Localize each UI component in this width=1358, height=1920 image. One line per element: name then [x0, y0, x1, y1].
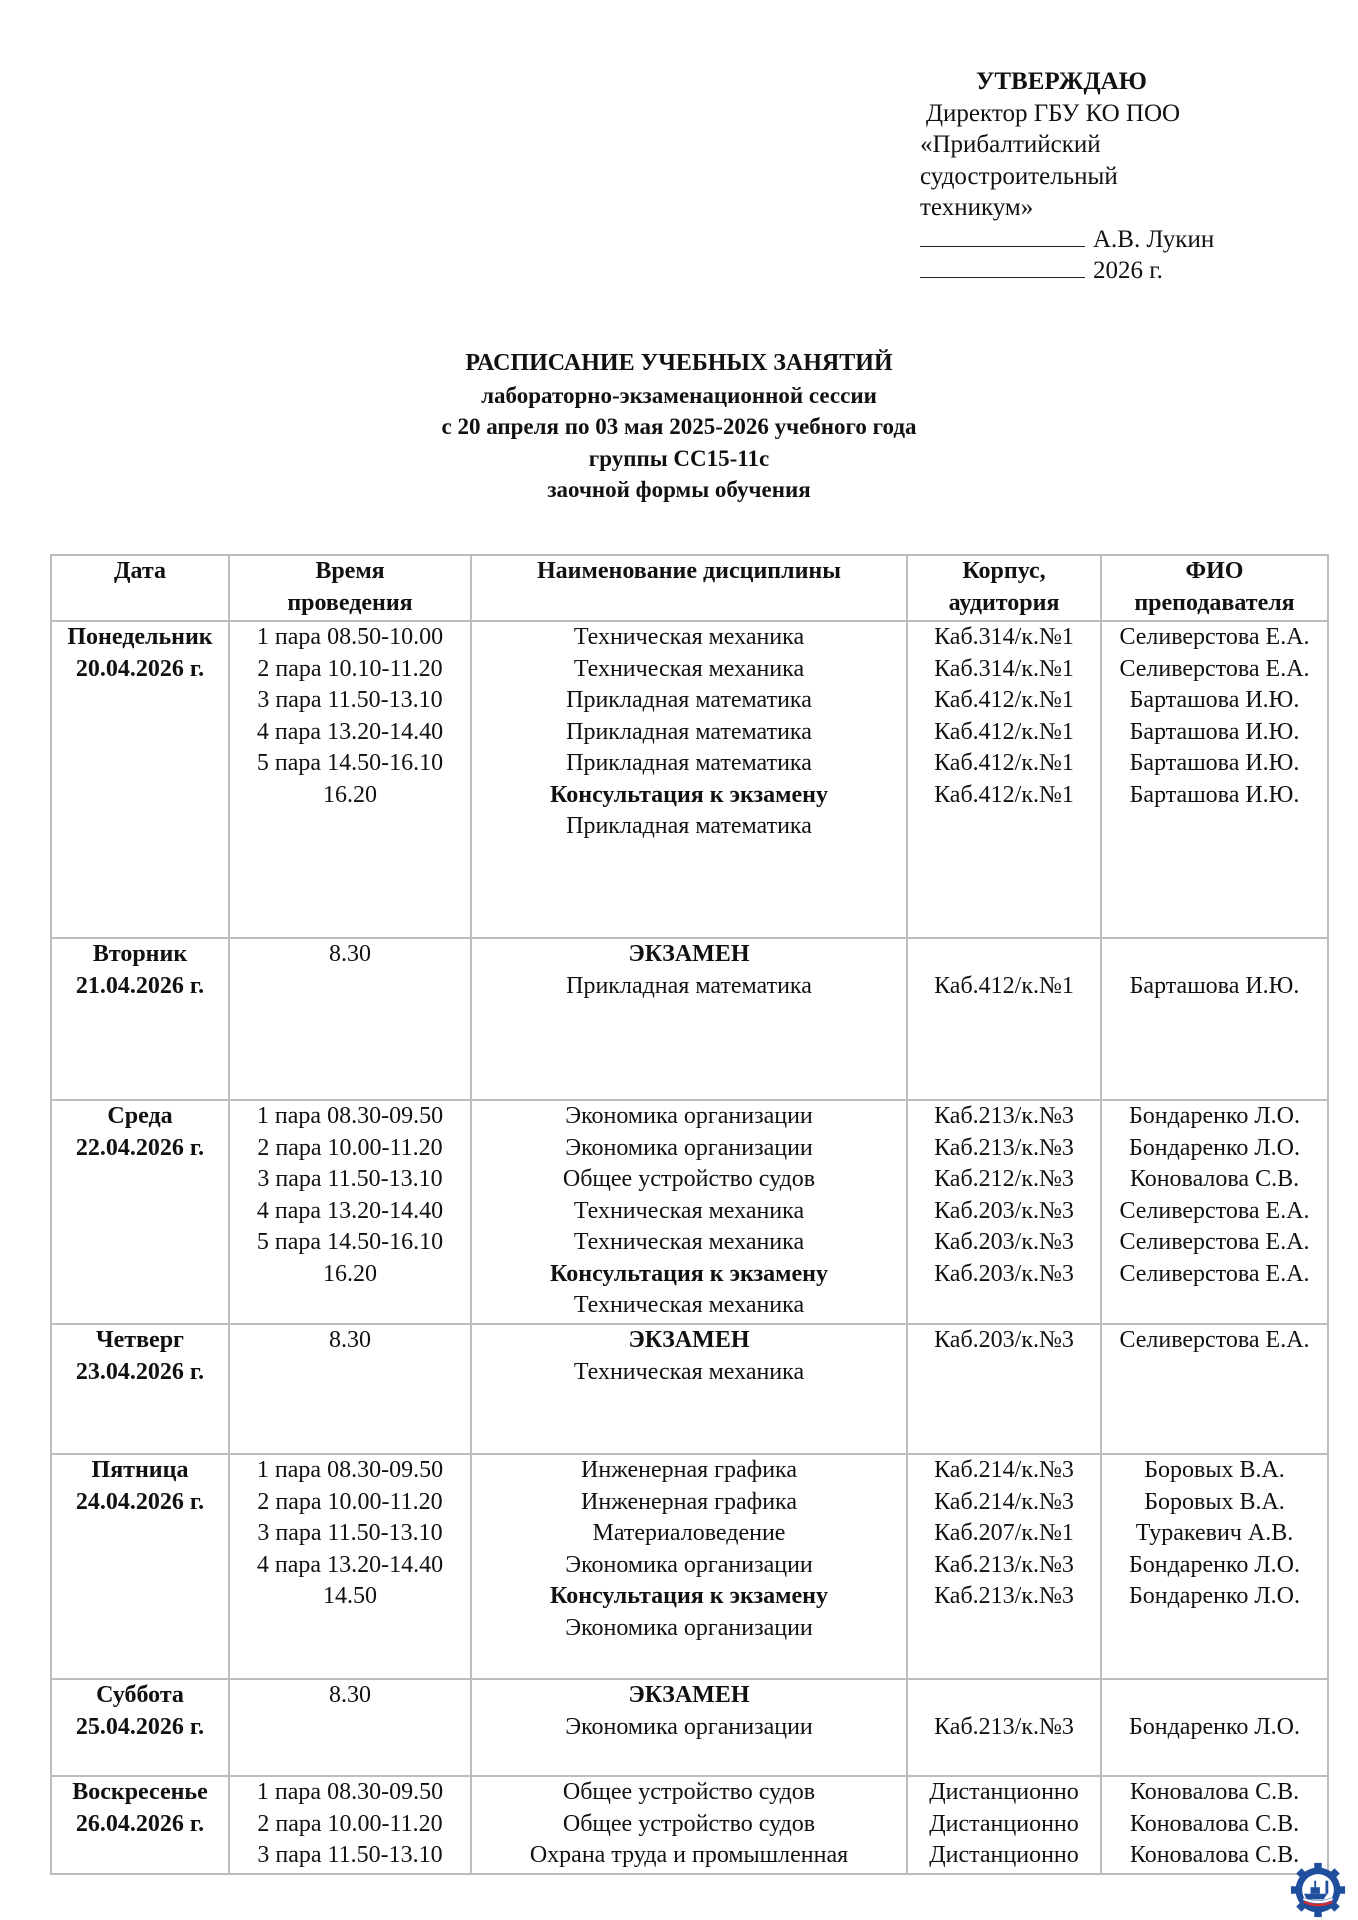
room-label: Каб.412/к.№1	[934, 781, 1074, 808]
time-slot: 5 пара 14.50-16.10	[256, 750, 444, 776]
room-label: Каб.203/к.№3	[934, 1229, 1074, 1255]
time-slot: 2 пара 10.00-11.20	[257, 1134, 443, 1161]
subject-cell	[471, 1679, 907, 1776]
subject-name: Экономика организации	[565, 1551, 813, 1578]
subject-name: Общее устройство судов	[562, 1166, 816, 1192]
header-teacher: ФИО преподавателя	[1101, 555, 1328, 621]
subject-name: Инженерная графика	[581, 1488, 797, 1515]
empty-line	[1104, 1680, 1325, 1712]
subject-cell	[471, 621, 907, 938]
teacher-name: Селиверстова Е.А.	[1119, 1229, 1310, 1255]
date-cell	[51, 1100, 229, 1324]
room-label: Каб.212/к.№3	[934, 1166, 1074, 1192]
subject-name: Прикладная математика	[566, 972, 812, 999]
subject-name: ЭКЗАМЕН	[628, 941, 750, 967]
subject-name: ЭКЗАМЕН	[628, 1327, 750, 1353]
title-session: лабораторно-экзаменационной сессии	[481, 382, 877, 408]
subject-name: Инженерная графика	[581, 1457, 797, 1483]
subject-name: Прикладная математика	[566, 718, 812, 745]
signer-name: А.В. Лукин	[1093, 225, 1215, 253]
subject-cell	[471, 1100, 907, 1324]
room-cell	[907, 1776, 1101, 1874]
date-label: 25.04.2026 г.	[75, 1713, 205, 1740]
subject-name: Консультация к экзамену	[550, 781, 828, 808]
date-blank	[920, 255, 1085, 278]
time-slot: 1 пара 08.30-09.50	[256, 1103, 444, 1129]
approval-heading: УТВЕРЖДАЮ	[976, 68, 1147, 95]
subject-name: Общее устройство судов	[562, 1810, 816, 1837]
signature-line	[920, 224, 1340, 256]
teacher-name: Боровых В.А.	[1144, 1488, 1285, 1515]
teacher-cell	[1101, 621, 1328, 938]
time-cell	[229, 1776, 471, 1874]
subject-name: Экономика организации	[565, 1103, 813, 1129]
room-cell	[907, 1324, 1101, 1454]
subject-name: Прикладная математика	[566, 813, 812, 839]
subject-name: Консультация к экзамену	[550, 1583, 828, 1609]
date-line	[920, 255, 1340, 287]
header-time: Время проведения	[229, 555, 471, 621]
room-label: Дистанционно	[929, 1779, 1079, 1805]
document-title	[0, 348, 1358, 506]
subject-cell	[471, 1454, 907, 1679]
date-cell	[51, 1454, 229, 1679]
approval-line: судостроительный	[920, 162, 1118, 190]
subject-name: Материаловедение	[592, 1520, 786, 1546]
header-date: Дата	[51, 555, 229, 621]
table-row	[51, 1679, 1328, 1776]
subject-name: Экономика организации	[565, 1614, 813, 1641]
teacher-name: Барташова И.Ю.	[1129, 781, 1300, 808]
teacher-name: Барташова И.Ю.	[1129, 972, 1300, 999]
room-cell	[907, 621, 1101, 938]
empty-line	[1104, 939, 1325, 971]
room-label: Дистанционно	[929, 1810, 1079, 1837]
room-label: Дистанционно	[929, 1842, 1079, 1868]
time-cell	[229, 1100, 471, 1324]
date-cell	[51, 1679, 229, 1776]
room-label: Каб.203/к.№3	[934, 1327, 1074, 1353]
room-cell	[907, 1100, 1101, 1324]
subject-name: Техническая механика	[573, 1358, 805, 1385]
time-slot: 8.30	[329, 1327, 371, 1353]
room-label: Каб.203/к.№3	[934, 1197, 1074, 1224]
room-label: Каб.213/к.№3	[934, 1134, 1074, 1161]
time-slot: 16.20	[323, 781, 377, 808]
time-slot: 8.30	[329, 1682, 371, 1708]
college-logo-icon	[1290, 1862, 1346, 1918]
room-cell	[907, 938, 1101, 1100]
time-slot: 1 пара 08.50-10.00	[256, 624, 444, 650]
subject-cell	[471, 1776, 907, 1874]
teacher-cell	[1101, 1776, 1328, 1874]
room-label: Каб.213/к.№3	[934, 1103, 1074, 1129]
date-cell	[51, 1324, 229, 1454]
signature-blank	[920, 224, 1085, 247]
title-period: с 20 апреля по 03 мая 2025-2026 учебного года	[441, 414, 917, 439]
subject-name: Техническая механика	[573, 655, 805, 682]
room-label: Каб.213/к.№3	[934, 1551, 1074, 1578]
teacher-cell	[1101, 1454, 1328, 1679]
teacher-name: Бондаренко Л.О.	[1128, 1713, 1301, 1740]
subject-name: Экономика организации	[565, 1713, 813, 1740]
weekday-label: Пятница	[91, 1457, 189, 1483]
weekday-label: Понедельник	[67, 624, 213, 650]
subject-cell	[471, 938, 907, 1100]
subject-name: Консультация к экзамену	[550, 1260, 828, 1287]
time-cell	[229, 621, 471, 938]
date-label: 24.04.2026 г.	[75, 1488, 205, 1515]
schedule-table	[50, 554, 1329, 1875]
date-cell	[51, 938, 229, 1100]
room-label: Каб.412/к.№1	[934, 750, 1074, 776]
table-header-row	[51, 555, 1328, 621]
time-slot: 3 пара 11.50-13.10	[257, 1842, 443, 1868]
approval-year: 2026 г.	[1093, 257, 1163, 284]
time-slot: 4 пара 13.20-14.40	[256, 1197, 444, 1224]
date-label: 21.04.2026 г.	[75, 972, 205, 999]
teacher-cell	[1101, 1679, 1328, 1776]
subject-name: Прикладная математика	[566, 687, 812, 713]
teacher-cell	[1101, 938, 1328, 1100]
time-slot: 2 пара 10.00-11.20	[257, 1488, 443, 1515]
room-label: Каб.314/к.№1	[934, 624, 1074, 650]
table-row	[51, 1454, 1328, 1679]
time-slot: 3 пара 11.50-13.10	[257, 1166, 443, 1192]
teacher-name: Коновалова С.В.	[1129, 1166, 1300, 1192]
weekday-label: Вторник	[92, 941, 188, 967]
teacher-name: Селиверстова Е.А.	[1119, 1327, 1310, 1353]
empty-line	[910, 1680, 1098, 1712]
time-slot: 4 пара 13.20-14.40	[256, 718, 444, 745]
subject-name: Охрана труда и промышленная	[529, 1842, 849, 1868]
date-label: 23.04.2026 г.	[75, 1358, 205, 1385]
teacher-name: Коновалова С.В.	[1129, 1779, 1300, 1805]
teacher-name: Бондаренко Л.О.	[1128, 1103, 1301, 1129]
empty-line	[910, 939, 1098, 971]
weekday-label: Четверг	[96, 1327, 184, 1353]
room-label: Каб.314/к.№1	[934, 655, 1074, 682]
weekday-label: Среда	[107, 1103, 173, 1129]
approval-block	[920, 66, 1340, 287]
teacher-name: Бондаренко Л.О.	[1128, 1551, 1301, 1578]
time-cell	[229, 1324, 471, 1454]
teacher-name: Коновалова С.В.	[1129, 1842, 1300, 1868]
table-row	[51, 938, 1328, 1100]
approval-line: «Прибалтийский	[920, 131, 1101, 158]
date-label: 20.04.2026 г.	[75, 655, 205, 682]
time-slot: 16.20	[323, 1260, 377, 1287]
title-main: РАСПИСАНИЕ УЧЕБНЫХ ЗАНЯТИЙ	[465, 350, 893, 376]
table-row	[51, 1324, 1328, 1454]
weekday-label: Воскресенье	[72, 1779, 208, 1805]
time-slot: 3 пара 11.50-13.10	[257, 1520, 443, 1546]
date-cell	[51, 621, 229, 938]
date-cell	[51, 1776, 229, 1874]
room-label: Каб.412/к.№1	[934, 687, 1074, 713]
room-label: Каб.207/к.№1	[934, 1520, 1074, 1546]
header-room: Корпус, аудитория	[907, 555, 1101, 621]
approval-line: Директор ГБУ КО ПОО	[926, 99, 1181, 127]
room-label: Каб.203/к.№3	[934, 1260, 1074, 1287]
room-cell	[907, 1679, 1101, 1776]
teacher-name: Барташова И.Ю.	[1129, 718, 1300, 745]
room-label: Каб.213/к.№3	[934, 1713, 1074, 1740]
time-slot: 1 пара 08.30-09.50	[256, 1457, 444, 1483]
subject-name: Техническая механика	[573, 624, 805, 650]
table-row	[51, 1100, 1328, 1324]
teacher-name: Барташова И.Ю.	[1129, 687, 1300, 713]
title-group: группы СС15-11с	[588, 445, 770, 471]
teacher-name: Бондаренко Л.О.	[1128, 1134, 1301, 1161]
subject-name: Техническая механика	[573, 1292, 805, 1318]
subject-name: Техническая механика	[573, 1197, 805, 1224]
teacher-name: Селиверстова Е.А.	[1119, 655, 1310, 682]
weekday-label: Суббота	[96, 1682, 184, 1708]
teacher-cell	[1101, 1100, 1328, 1324]
time-slot: 4 пара 13.20-14.40	[256, 1551, 444, 1578]
time-slot: 14.50	[323, 1583, 377, 1609]
teacher-name: Туракевич А.В.	[1135, 1520, 1294, 1546]
title-form: заочной формы обучения	[547, 477, 811, 502]
header-subject: Наименование дисциплины	[471, 555, 907, 621]
time-slot: 5 пара 14.50-16.10	[256, 1229, 444, 1255]
room-label: Каб.412/к.№1	[934, 718, 1074, 745]
subject-name: ЭКЗАМЕН	[628, 1682, 750, 1708]
teacher-name: Селиверстова Е.А.	[1119, 1197, 1310, 1224]
room-label: Каб.213/к.№3	[934, 1583, 1074, 1609]
room-label: Каб.214/к.№3	[934, 1457, 1074, 1483]
teacher-name: Селиверстова Е.А.	[1119, 624, 1310, 650]
room-label: Каб.214/к.№3	[934, 1488, 1074, 1515]
approval-line: техникум»	[920, 194, 1034, 221]
teacher-name: Коновалова С.В.	[1129, 1810, 1300, 1837]
date-label: 22.04.2026 г.	[75, 1134, 205, 1161]
time-slot: 8.30	[329, 941, 371, 967]
subject-cell	[471, 1324, 907, 1454]
date-label: 26.04.2026 г.	[75, 1810, 205, 1837]
subject-name: Экономика организации	[565, 1134, 813, 1161]
time-cell	[229, 1679, 471, 1776]
time-slot: 2 пара 10.10-11.20	[257, 655, 443, 682]
time-slot: 3 пара 11.50-13.10	[257, 687, 443, 713]
table-row	[51, 1776, 1328, 1874]
room-cell	[907, 1454, 1101, 1679]
time-cell	[229, 938, 471, 1100]
teacher-cell	[1101, 1324, 1328, 1454]
time-slot: 1 пара 08.30-09.50	[256, 1779, 444, 1805]
subject-name: Общее устройство судов	[562, 1779, 816, 1805]
teacher-name: Боровых В.А.	[1144, 1457, 1285, 1483]
teacher-name: Бондаренко Л.О.	[1128, 1583, 1301, 1609]
time-slot: 2 пара 10.00-11.20	[257, 1810, 443, 1837]
subject-name: Техническая механика	[573, 1229, 805, 1255]
time-cell	[229, 1454, 471, 1679]
subject-name: Прикладная математика	[566, 750, 812, 776]
table-row	[51, 621, 1328, 938]
room-label: Каб.412/к.№1	[934, 972, 1074, 999]
teacher-name: Селиверстова Е.А.	[1119, 1260, 1310, 1287]
teacher-name: Барташова И.Ю.	[1129, 750, 1300, 776]
